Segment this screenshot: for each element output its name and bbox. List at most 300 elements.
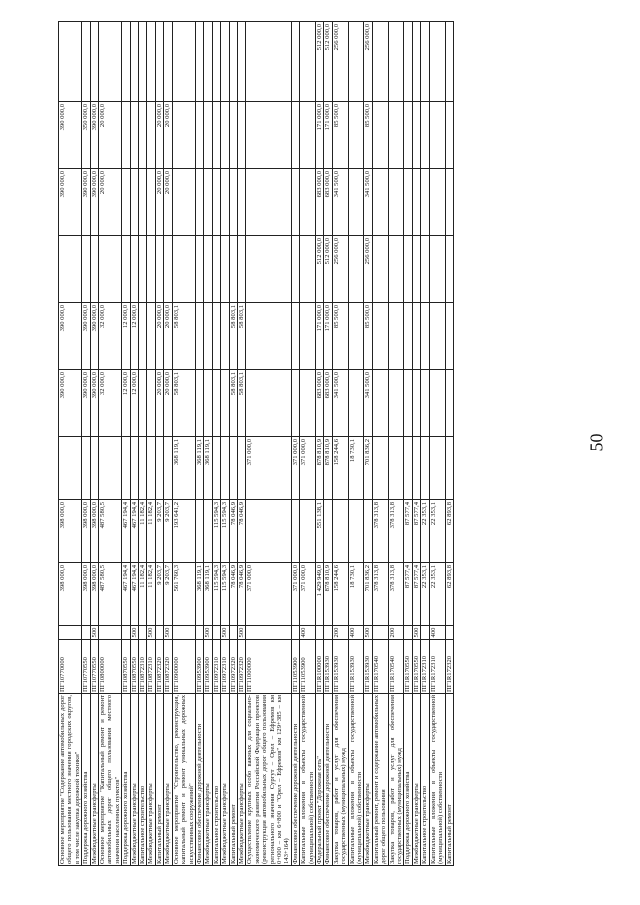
row-amount-cell: [212, 169, 220, 236]
row-amount-cell: [421, 437, 429, 500]
row-amount-cell: 78 046,9: [237, 500, 245, 563]
row-name-cell: Межбюджетные трансферты: [130, 694, 138, 866]
row-code-cell: ПГ10800000: [99, 640, 122, 694]
row-amount-cell: [348, 303, 364, 370]
row-amount-cell: 368 119,1: [172, 437, 195, 500]
row-amount-cell: 371 000,0: [246, 437, 291, 500]
row-amount-cell: 256 000,0: [332, 236, 348, 303]
row-amount-cell: [445, 437, 453, 500]
row-amount-cell: 58 803,1: [237, 370, 245, 437]
table-row: [99, 22, 122, 866]
row-amount-cell: [172, 169, 195, 236]
row-amount-cell: 371 000,0: [300, 563, 316, 626]
row-amount-cell: [221, 102, 229, 169]
row-amount-cell: [291, 500, 299, 563]
row-amount-cell: [348, 102, 364, 169]
page-number: 50: [586, 433, 607, 452]
row-amount-cell: [291, 102, 299, 169]
row-amount-cell: [221, 236, 229, 303]
row-amount-cell: 193 641,2: [172, 500, 195, 563]
row-amount-cell: [421, 303, 429, 370]
row-amount-cell: 22 353,1: [421, 500, 429, 563]
row-amount-cell: [291, 22, 299, 102]
row-amount-cell: [412, 236, 420, 303]
row-amount-cell: [139, 22, 147, 102]
table-row: [388, 22, 404, 866]
row-name-cell: Капитальный ремонт: [445, 694, 453, 866]
row-amount-cell: [204, 102, 212, 169]
table-row: [82, 22, 90, 866]
row-amount-cell: [130, 437, 138, 500]
row-code-cell: ПГ10872320: [164, 640, 172, 694]
row-amount-cell: 22 353,1: [429, 563, 445, 626]
row-expense-type-cell: [445, 626, 453, 640]
row-amount-cell: [204, 169, 212, 236]
row-expense-type-cell: [59, 626, 82, 640]
row-name-cell: Поддержка дорожного хозяйства: [122, 694, 130, 866]
table-row: [130, 22, 138, 866]
row-expense-type-cell: 500: [221, 626, 229, 640]
row-code-cell: ПГ1R170550: [404, 640, 412, 694]
row-expense-type-cell: [155, 626, 163, 640]
row-amount-cell: [388, 437, 404, 500]
row-amount-cell: [237, 437, 245, 500]
row-name-cell: Финансовое обеспечение дорожной деятельности: [291, 694, 299, 866]
row-amount-cell: [164, 236, 172, 303]
row-expense-type-cell: 500: [364, 626, 372, 640]
row-amount-cell: [388, 370, 404, 437]
row-expense-type-cell: [291, 626, 299, 640]
row-amount-cell: [429, 370, 445, 437]
row-amount-cell: [139, 370, 147, 437]
row-amount-cell: [364, 500, 372, 563]
table-row: [221, 22, 229, 866]
row-amount-cell: [172, 22, 195, 102]
row-name-cell: Межбюджетные трансферты: [412, 694, 420, 866]
row-code-cell: ПГ1R153930: [348, 640, 364, 694]
row-name-cell: Капитальный ремонт: [155, 694, 163, 866]
row-amount-cell: [291, 370, 299, 437]
row-amount-cell: [130, 102, 138, 169]
row-amount-cell: [348, 500, 364, 563]
row-amount-cell: [82, 22, 90, 102]
row-amount-cell: 256 000,0: [332, 22, 348, 102]
row-amount-cell: 62 893,8: [445, 563, 453, 626]
row-amount-cell: [204, 370, 212, 437]
row-amount-cell: [229, 22, 237, 102]
row-amount-cell: [164, 437, 172, 500]
row-amount-cell: 85 500,0: [364, 102, 372, 169]
table-row: [348, 22, 364, 866]
row-amount-cell: [221, 22, 229, 102]
row-amount-cell: 371 000,0: [291, 437, 299, 500]
row-amount-cell: 78 046,9: [229, 563, 237, 626]
row-amount-cell: [348, 370, 364, 437]
row-name-cell: Межбюджетные трансферты: [204, 694, 212, 866]
row-amount-cell: 390 000,0: [59, 370, 82, 437]
row-code-cell: ПГ10972320: [229, 640, 237, 694]
row-amount-cell: 398 000,0: [59, 500, 82, 563]
row-amount-cell: [212, 236, 220, 303]
row-amount-cell: [429, 303, 445, 370]
row-amount-cell: 20 000,0: [155, 303, 163, 370]
table-row: [164, 22, 172, 866]
row-code-cell: ПГ10972320: [237, 640, 245, 694]
row-code-cell: ПГ10872310: [147, 640, 155, 694]
row-amount-cell: [147, 169, 155, 236]
row-amount-cell: 378 313,8: [388, 500, 404, 563]
row-amount-cell: [404, 22, 412, 102]
row-amount-cell: [229, 169, 237, 236]
row-amount-cell: [195, 236, 203, 303]
row-amount-cell: 512 000,0: [324, 236, 332, 303]
row-expense-type-cell: 500: [90, 626, 98, 640]
row-expense-type-cell: [246, 626, 291, 640]
row-amount-cell: [372, 169, 388, 236]
row-amount-cell: 171 000,0: [324, 102, 332, 169]
row-amount-cell: 18 730,1: [348, 563, 364, 626]
row-amount-cell: [421, 169, 429, 236]
row-amount-cell: [195, 22, 203, 102]
row-amount-cell: [388, 169, 404, 236]
row-expense-type-cell: 500: [204, 626, 212, 640]
row-amount-cell: 561 760,3: [172, 563, 195, 626]
row-amount-cell: 171 000,0: [316, 102, 324, 169]
row-amount-cell: [348, 22, 364, 102]
row-amount-cell: 1 429 949,0: [316, 563, 324, 626]
row-amount-cell: 368 119,1: [195, 437, 203, 500]
row-code-cell: ПГ10900000: [172, 640, 195, 694]
row-name-cell: Капитальное строительство: [421, 694, 429, 866]
row-amount-cell: 9 203,7: [164, 563, 172, 626]
row-amount-cell: [147, 102, 155, 169]
row-code-cell: ПГ1R170550: [412, 640, 420, 694]
row-expense-type-cell: 200: [388, 626, 404, 640]
row-code-cell: ПГ10953900: [195, 640, 203, 694]
row-amount-cell: [445, 236, 453, 303]
row-amount-cell: [139, 437, 147, 500]
row-amount-cell: 512 000,0: [316, 236, 324, 303]
row-amount-cell: [147, 370, 155, 437]
row-code-cell: ПГ1R100000: [316, 640, 324, 694]
row-amount-cell: [412, 22, 420, 102]
row-amount-cell: 878 810,9: [324, 437, 332, 500]
row-amount-cell: [429, 437, 445, 500]
row-amount-cell: 20 000,0: [99, 169, 122, 236]
row-amount-cell: 487 580,5: [99, 563, 122, 626]
row-expense-type-cell: 200: [332, 626, 348, 640]
table-row: [229, 22, 237, 866]
row-amount-cell: [172, 102, 195, 169]
row-amount-cell: 9 203,7: [164, 500, 172, 563]
row-amount-cell: [147, 236, 155, 303]
row-amount-cell: 256 000,0: [364, 236, 372, 303]
row-amount-cell: 701 836,2: [364, 437, 372, 500]
row-code-cell: ПГ10770550: [82, 640, 90, 694]
row-name-cell: Межбюджетные трансферты: [237, 694, 245, 866]
row-amount-cell: [147, 22, 155, 102]
row-code-cell: ПГ11053900: [300, 640, 316, 694]
row-amount-cell: [388, 22, 404, 102]
row-code-cell: ПГ10972310: [221, 640, 229, 694]
row-amount-cell: 467 194,4: [122, 500, 130, 563]
table-row: [316, 22, 324, 866]
table-row: [412, 22, 420, 866]
row-amount-cell: [372, 236, 388, 303]
row-amount-cell: 158 244,6: [332, 437, 348, 500]
row-amount-cell: [300, 169, 316, 236]
row-amount-cell: 390 000,0: [59, 102, 82, 169]
row-amount-cell: [300, 22, 316, 102]
row-amount-cell: 398 000,0: [82, 563, 90, 626]
row-amount-cell: [195, 500, 203, 563]
row-amount-cell: [237, 169, 245, 236]
row-amount-cell: 87 577,4: [404, 500, 412, 563]
row-code-cell: ПГ1R172320: [445, 640, 453, 694]
row-amount-cell: [291, 169, 299, 236]
row-amount-cell: [404, 236, 412, 303]
row-amount-cell: [246, 22, 291, 102]
row-amount-cell: [429, 236, 445, 303]
row-amount-cell: [221, 370, 229, 437]
rotated-table-container: [58, 24, 544, 866]
row-amount-cell: 398 000,0: [90, 563, 98, 626]
row-amount-cell: 20 000,0: [164, 169, 172, 236]
row-amount-cell: [90, 22, 98, 102]
row-amount-cell: [388, 303, 404, 370]
row-amount-cell: 9 203,7: [155, 563, 163, 626]
row-amount-cell: 341 500,0: [332, 370, 348, 437]
row-amount-cell: [155, 437, 163, 500]
row-expense-type-cell: 400: [348, 626, 364, 640]
row-code-cell: ПГ11053900: [291, 640, 299, 694]
table-row: [372, 22, 388, 866]
row-amount-cell: 20 000,0: [155, 370, 163, 437]
row-amount-cell: 350 000,0: [82, 102, 90, 169]
row-name-cell: Поддержка дорожного хозяйства: [82, 694, 90, 866]
row-amount-cell: 85 500,0: [332, 102, 348, 169]
row-amount-cell: [229, 102, 237, 169]
row-amount-cell: [246, 303, 291, 370]
row-amount-cell: [237, 22, 245, 102]
row-name-cell: Капитальные вложения в объекты государственной (муниципальной) собственности: [348, 695, 364, 864]
row-amount-cell: [90, 236, 98, 303]
row-amount-cell: [300, 102, 316, 169]
row-amount-cell: 390 000,0: [59, 303, 82, 370]
row-name-cell: Межбюджетные трансферты: [164, 694, 172, 866]
row-amount-cell: 378 313,8: [372, 500, 388, 563]
row-amount-cell: 467 194,4: [130, 500, 138, 563]
row-amount-cell: [139, 102, 147, 169]
row-code-cell: ПГ10872310: [139, 640, 147, 694]
row-name-cell: Капитальные вложения в объекты государственной (муниципальной) собственности: [300, 695, 315, 864]
row-amount-cell: 158 244,6: [332, 563, 348, 626]
row-amount-cell: [59, 437, 82, 500]
row-code-cell: ПГ10770000: [59, 640, 82, 694]
row-amount-cell: [212, 437, 220, 500]
table-row: [324, 22, 332, 866]
row-amount-cell: [445, 370, 453, 437]
row-amount-cell: 20 000,0: [164, 303, 172, 370]
row-name-cell: Закупка товаров, работ и услуг для обеспечения государственных (муниципальных) нужд: [388, 695, 404, 864]
row-amount-cell: [204, 22, 212, 102]
row-amount-cell: [147, 303, 155, 370]
row-expense-type-cell: [404, 626, 412, 640]
row-amount-cell: 683 000,0: [324, 370, 332, 437]
row-amount-cell: [139, 169, 147, 236]
row-amount-cell: 467 194,4: [122, 563, 130, 626]
table-row: [332, 22, 348, 866]
row-name-cell: Поддержка дорожного хозяйства: [404, 694, 412, 866]
row-code-cell: ПГ1R172310: [421, 640, 429, 694]
row-amount-cell: 87 577,4: [412, 500, 420, 563]
row-code-cell: ПГ1R153930: [324, 640, 332, 694]
row-name-cell: Основное мероприятие "Строительство, реконструкция, капитальный ремонт и ремонт уникальных дорожных искусственных сооружений": [172, 695, 195, 864]
row-amount-cell: 701 836,2: [364, 563, 372, 626]
row-amount-cell: [429, 22, 445, 102]
rotated-page-area: [58, 24, 544, 866]
row-amount-cell: [221, 303, 229, 370]
row-code-cell: ПГ1R170540: [388, 640, 404, 694]
row-amount-cell: [82, 437, 90, 500]
row-name-cell: Финансовое обеспечение дорожной деятельности: [195, 694, 203, 866]
row-name-cell: Межбюджетные трансферты: [90, 694, 98, 866]
row-amount-cell: [172, 236, 195, 303]
row-amount-cell: 12 000,0: [130, 370, 138, 437]
row-amount-cell: [404, 169, 412, 236]
row-amount-cell: [412, 102, 420, 169]
row-expense-type-cell: [229, 626, 237, 640]
table-row: [59, 22, 82, 866]
row-amount-cell: 551 138,1: [316, 500, 324, 563]
row-amount-cell: [212, 22, 220, 102]
row-expense-type-cell: [324, 626, 332, 640]
row-amount-cell: 171 000,0: [324, 303, 332, 370]
row-code-cell: ПГ10972310: [212, 640, 220, 694]
row-code-cell: ПГ10872320: [155, 640, 163, 694]
row-amount-cell: [246, 102, 291, 169]
row-amount-cell: [429, 102, 445, 169]
row-name-cell: Федеральный проект "Дорожная сеть": [316, 694, 324, 866]
row-amount-cell: 20 000,0: [164, 370, 172, 437]
row-amount-cell: [404, 102, 412, 169]
table-row: [404, 22, 412, 866]
row-amount-cell: 11 182,4: [147, 563, 155, 626]
row-amount-cell: 58 803,1: [229, 370, 237, 437]
row-amount-cell: 512 000,0: [316, 22, 324, 102]
row-amount-cell: [130, 22, 138, 102]
row-amount-cell: [388, 236, 404, 303]
table-row: [172, 22, 195, 866]
row-amount-cell: 9 203,7: [155, 500, 163, 563]
row-amount-cell: 115 594,3: [221, 563, 229, 626]
row-amount-cell: 371 000,0: [246, 563, 291, 626]
row-code-cell: ПГ10870550: [130, 640, 138, 694]
row-amount-cell: 390 000,0: [90, 303, 98, 370]
row-amount-cell: 62 893,8: [445, 500, 453, 563]
row-amount-cell: [332, 500, 348, 563]
row-amount-cell: [246, 500, 291, 563]
row-amount-cell: 341 500,0: [364, 370, 372, 437]
row-amount-cell: [195, 303, 203, 370]
row-amount-cell: [195, 370, 203, 437]
row-amount-cell: 368 119,1: [204, 563, 212, 626]
table-row: [155, 22, 163, 866]
row-amount-cell: 78 046,9: [237, 563, 245, 626]
row-amount-cell: [372, 370, 388, 437]
row-name-cell: Основное мероприятие "Содержание автомобильных дорог общего пользования местного значения городских округов, в том числе закупка дорожной техники": [59, 695, 81, 864]
row-expense-type-cell: 400: [300, 626, 316, 640]
row-amount-cell: [122, 236, 130, 303]
row-amount-cell: [204, 303, 212, 370]
table-row: [364, 22, 372, 866]
row-amount-cell: [204, 500, 212, 563]
row-amount-cell: [300, 303, 316, 370]
row-amount-cell: 398 000,0: [90, 500, 98, 563]
row-expense-type-cell: [122, 626, 130, 640]
row-amount-cell: [291, 236, 299, 303]
row-amount-cell: 512 000,0: [324, 22, 332, 102]
row-amount-cell: [139, 236, 147, 303]
row-amount-cell: 878 810,9: [324, 563, 332, 626]
row-amount-cell: [372, 437, 388, 500]
row-amount-cell: [300, 236, 316, 303]
row-amount-cell: [82, 236, 90, 303]
row-amount-cell: [246, 236, 291, 303]
row-amount-cell: [195, 169, 203, 236]
table-row: [445, 22, 453, 866]
row-amount-cell: 390 000,0: [59, 169, 82, 236]
row-amount-cell: [421, 102, 429, 169]
row-amount-cell: 256 000,0: [364, 22, 372, 102]
row-expense-type-cell: [172, 626, 195, 640]
row-amount-cell: [372, 303, 388, 370]
row-amount-cell: 378 313,8: [372, 563, 388, 626]
row-name-cell: Капитальный ремонт, ремонт и содержание автомобильных дорог общего пользования: [372, 695, 388, 864]
row-amount-cell: [122, 169, 130, 236]
row-amount-cell: [412, 437, 420, 500]
row-expense-type-cell: 400: [429, 626, 445, 640]
row-amount-cell: [445, 22, 453, 102]
row-amount-cell: 341 500,0: [332, 169, 348, 236]
row-amount-cell: 368 119,1: [195, 563, 203, 626]
row-expense-type-cell: [316, 626, 324, 640]
row-code-cell: ПГ10770550: [90, 640, 98, 694]
row-amount-cell: [147, 437, 155, 500]
row-amount-cell: 58 803,1: [237, 303, 245, 370]
table-row: [300, 22, 316, 866]
row-amount-cell: [99, 22, 122, 102]
table-row: [246, 22, 291, 866]
row-amount-cell: [445, 102, 453, 169]
row-amount-cell: 11 182,4: [139, 563, 147, 626]
row-amount-cell: [404, 370, 412, 437]
row-amount-cell: 398 000,0: [82, 500, 90, 563]
row-amount-cell: [372, 102, 388, 169]
row-amount-cell: [445, 169, 453, 236]
row-amount-cell: 20 000,0: [155, 169, 163, 236]
row-amount-cell: 85 500,0: [332, 303, 348, 370]
row-amount-cell: 32 000,0: [99, 303, 122, 370]
row-amount-cell: [204, 236, 212, 303]
row-amount-cell: [388, 102, 404, 169]
row-expense-type-cell: [195, 626, 203, 640]
table-row: [237, 22, 245, 866]
table-row: [139, 22, 147, 866]
row-amount-cell: [139, 303, 147, 370]
table-row: [291, 22, 299, 866]
row-amount-cell: [445, 303, 453, 370]
